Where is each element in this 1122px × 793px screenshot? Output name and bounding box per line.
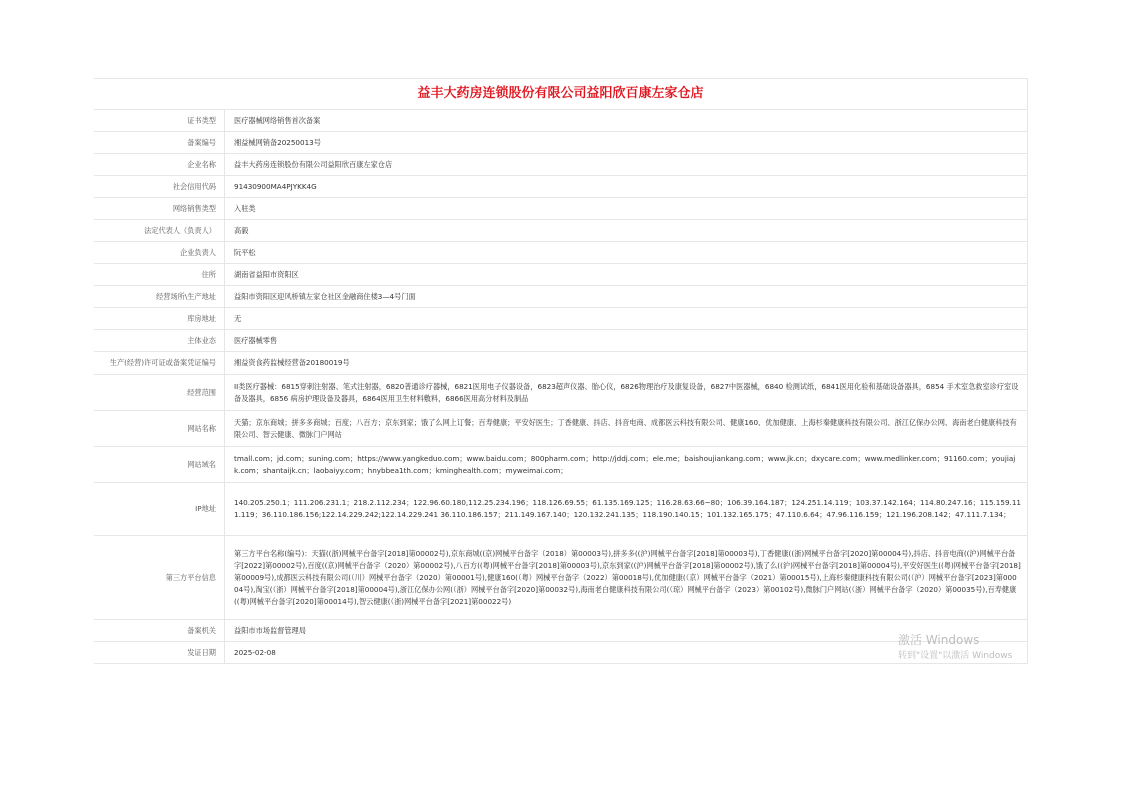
field-value: II类医疗器械：6815穿刺注射器、笔式注射器，6820普通诊疗器械，6821医用电子仪器设备，6823超声仪器、胎心仪，6826物理治疗及康复设备，6827中医器械，6840 检测试纸，6841医用化验和基础设备器具，6854 手术室急救室诊疗室设备及器具，6856 病房护理设备及器具，6864医用卫生材料敷料，6866医用高分材料及制品 [225, 375, 1028, 411]
field-label: 法定代表人（负责人） [94, 220, 225, 242]
record-table [94, 109, 1028, 664]
field-label: 生产(经营)许可证或备案凭证编号 [94, 352, 225, 375]
record-sheet [94, 78, 1028, 664]
table-row [94, 536, 1028, 620]
field-label: 库房地址 [94, 308, 225, 330]
field-value: 医疗器械网络销售首次备案 [225, 110, 1028, 132]
table-row [94, 176, 1028, 198]
field-label: 社会信用代码 [94, 176, 225, 198]
field-value: 入驻类 [225, 198, 1028, 220]
field-value: 高毅 [225, 220, 1028, 242]
field-label: 证书类型 [94, 110, 225, 132]
table-row [94, 330, 1028, 352]
field-label: IP地址 [94, 483, 225, 536]
table-row [94, 264, 1028, 286]
table-row [94, 352, 1028, 375]
field-label: 备案机关 [94, 620, 225, 642]
document-title: 益丰大药房连锁股份有限公司益阳欣百康左家仓店 [94, 78, 1028, 109]
field-label: 经营范围 [94, 375, 225, 411]
field-label: 企业名称 [94, 154, 225, 176]
field-value: 第三方平台名称(编号)：天猫((浙)网械平台备字[2018]第00002号),京东商城((京)网械平台备字（2018）第00003号),拼多多((沪)网械平台备字[2018]第00003号),丁香健康((浙)网械平台备字[2020]第00004号),抖店、抖音电商((沪)网械平台备字[2022]第00002号),百度((京)网械平台备字（2020）第00002号),八百方((粤)网械平台备字[2018]第00003号),京东到家((沪)网械平台备字[2018]第00002号),饿了么((沪)网械平台备字[2018]第00004号),平安好医生((粤)网械平台备字[2018]第00009号),成都医云科技有限公司(（川）网械平台备字（2020）第00001号),健康160(（粤）网械平台备字（2022）第00018号),优加健康(（京）网械平台备字（2021）第00015号),上海杉秦健康科技有限公司(（沪）网械平台备字[2023]第00004号),淘宝(（浙）网械平台备字[2018]第00004号),浙江亿保办公网(（浙）网械平台备字[2020]第00032号),海南老白健康科技有限公司(（琼）网械平台备字（2023）第00102号),微脉门户网站(（浙）网械平台备字（2020）第00035号),百寿健康((粤)网械平台备字[2020]第00014号),智云健康(（浙)网械平台备字[2021]第00022号) [225, 536, 1028, 620]
table-row [94, 220, 1028, 242]
table-row [94, 411, 1028, 447]
field-value: 益阳市市场监督管理局 [225, 620, 1028, 642]
table-row [94, 132, 1028, 154]
field-value: 无 [225, 308, 1028, 330]
table-row [94, 483, 1028, 536]
field-label: 住所 [94, 264, 225, 286]
field-value: 天猫；京东商城；拼多多商城；百度；八百方；京东到家；饿了么网上订餐；百寿健康；平安好医生；丁香健康、抖店、抖音电商、成都医云科技有限公司、健康160、优加健康、上海杉秦健康科技有限公司、浙江亿保办公网、海南老白健康科技有限公司、智云健康、微脉门户网站 [225, 411, 1028, 447]
windows-activation-watermark [898, 631, 1012, 663]
field-label: 网络销售类型 [94, 198, 225, 220]
table-row [94, 620, 1028, 642]
table-row [94, 286, 1028, 308]
field-value: 阮平松 [225, 242, 1028, 264]
watermark-line-1: 激活 Windows [898, 633, 980, 647]
field-value: 益丰大药房连锁股份有限公司益阳欣百康左家仓店 [225, 154, 1028, 176]
field-label: 网站名称 [94, 411, 225, 447]
table-row [94, 110, 1028, 132]
field-label: 经营场所\生产地址 [94, 286, 225, 308]
field-value: 湘益械网销备20250013号 [225, 132, 1028, 154]
field-label: 主体业态 [94, 330, 225, 352]
table-row [94, 642, 1028, 664]
field-value: 湘益资食药监械经营备20180019号 [225, 352, 1028, 375]
watermark-line-2: 转到"设置"以激活 Windows [898, 651, 1013, 661]
field-label: 发证日期 [94, 642, 225, 664]
field-value: 91430900MA4PJYKK4G [225, 176, 1028, 198]
field-value: 湖南省益阳市资阳区 [225, 264, 1028, 286]
table-row [94, 308, 1028, 330]
field-value: 140.205.250.1；111.206.231.1；218.2.112.234；122.96.60.180,112.25.234.196；118.126.69.55；61.135.169.125；116.28.63.66~80；106.39.164.187；124.251.14.119；103.37.142.164；114.80.247.16；115.159.111.119；36.110.186.156;122.14.229.242;122.14.229.241 36.110.186.157；211.149.167.140；120.132.241.135；118.190.140.15；101.132.165.175；47.110.6.64；47.96.116.159；121.196.208.142；47.111.7.134； [225, 483, 1028, 536]
field-value: 2025-02-08 [225, 642, 1028, 664]
table-row [94, 242, 1028, 264]
field-label: 网站域名 [94, 447, 225, 483]
table-row [94, 375, 1028, 411]
field-label: 备案编号 [94, 132, 225, 154]
field-value: 医疗器械零售 [225, 330, 1028, 352]
field-value: tmall.com；jd.com；suning.com；https://www.yangkeduo.com；www.baidu.com；800pharm.com；http://jddj.com；ele.me；baishoujiankang.com；www.jk.cn；dxycare.com；www.medlinker.com；91160.com；youjiajk.com；shantaijk.cn；laobaiyy.com；hnybbea1th.com；kminghealth.com；myweimai.com； [225, 447, 1028, 483]
table-row [94, 154, 1028, 176]
field-label: 企业负责人 [94, 242, 225, 264]
table-row [94, 447, 1028, 483]
field-label: 第三方平台信息 [94, 536, 225, 620]
table-row [94, 198, 1028, 220]
field-value: 益阳市资阳区迎风桥镇左家仓社区金融商住楼3—4号门面 [225, 286, 1028, 308]
